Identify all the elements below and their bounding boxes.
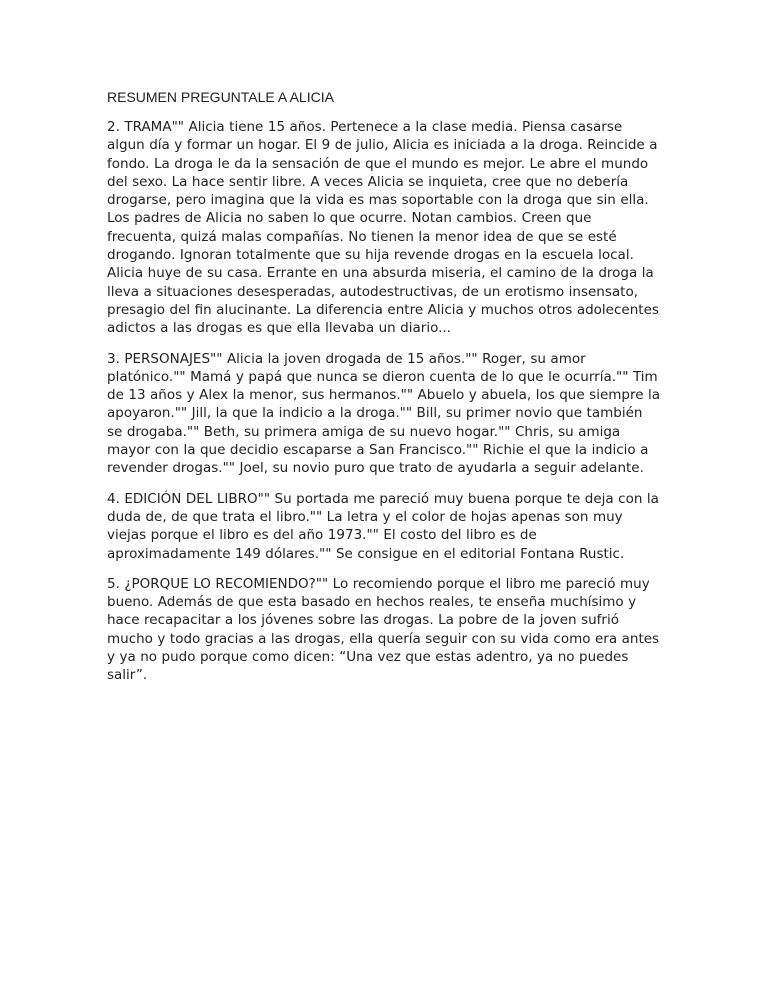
document-title: RESUMEN PREGUNTALE A ALICIA <box>107 89 334 105</box>
paragraph-edicion: 4. EDICIÓN DEL LIBRO"" Su portada me pareció muy buena porque te deja con la duda de, de que trata el libro."" La letra y el color de hojas apenas son muy viejas porque el libro es del año 1973."" El costo del libro es de aproximadamente 149 dólares."" Se consigue en el editorial Fontana Rustic. <box>107 490 659 562</box>
paragraph-personajes: 3. PERSONAJES"" Alicia la joven drogada de 15 años."" Roger, su amor platónico."" Mamá y papá que nunca se dieron cuenta de lo que le ocurría."" Tim de 13 años y Alex la menor, sus hermanos."" Abuelo y abuela, los que siempre la apoyaron."" Jill, la que la indicio a la droga."" Bill, su primer novio que también se drogaba."" Beth, su primera amiga de su nuevo hogar."" Chris, su amiga mayor con la que decidio escaparse a San Francisco."" Richie el que la indicio a revender drogas."" Joel, su novio puro que trato de ayudarla a seguir adelante. <box>107 350 661 477</box>
document-body <box>107 88 662 697</box>
paragraph-trama: 2. TRAMA"" Alicia tiene 15 años. Pertenece a la clase media. Piensa casarse algun día y formar un hogar. El 9 de julio, Alicia es iniciada a la droga. Reincide a fondo. La droga le da la sensación de que el mundo es mejor. Le abre el mundo del sexo. La hace sentir libre. A veces Alicia se inquieta, cree que no debería drogarse, pero imagina que la vida es mas soportable con la droga que sin ella. Los padres de Alicia no saben lo que ocurre. Notan cambios. Creen que frecuenta, quizá malas compañías. No tienen la menor idea de que se esté drogando. Ignoran totalmente que su hija revende drogas en la escuela local. Alicia huye de su casa. Errante en una absurda miseria, el camino de la droga la lleva a situaciones desesperadas, autodestructivas, de un erotismo insensato, presagio del fin alucinante. La diferencia entre Alicia y muchos otros adolecentes adictos a las drogas es que ella llevaba un diario... <box>107 119 659 337</box>
paragraph-recomiendo: 5. ¿PORQUE LO RECOMIENDO?"" Lo recomiendo porque el libro me pareció muy bueno. Además de que esta basado en hechos reales, te enseña muchísimo y hace recapacitar a los jóvenes sobre las drogas. La pobre de la joven sufrió mucho y todo gracias a las drogas, ella quería seguir con su vida como era antes y ya no pudo porque como dicen: “Una vez que estas adentro, ya no puedes salir”. <box>107 575 660 684</box>
